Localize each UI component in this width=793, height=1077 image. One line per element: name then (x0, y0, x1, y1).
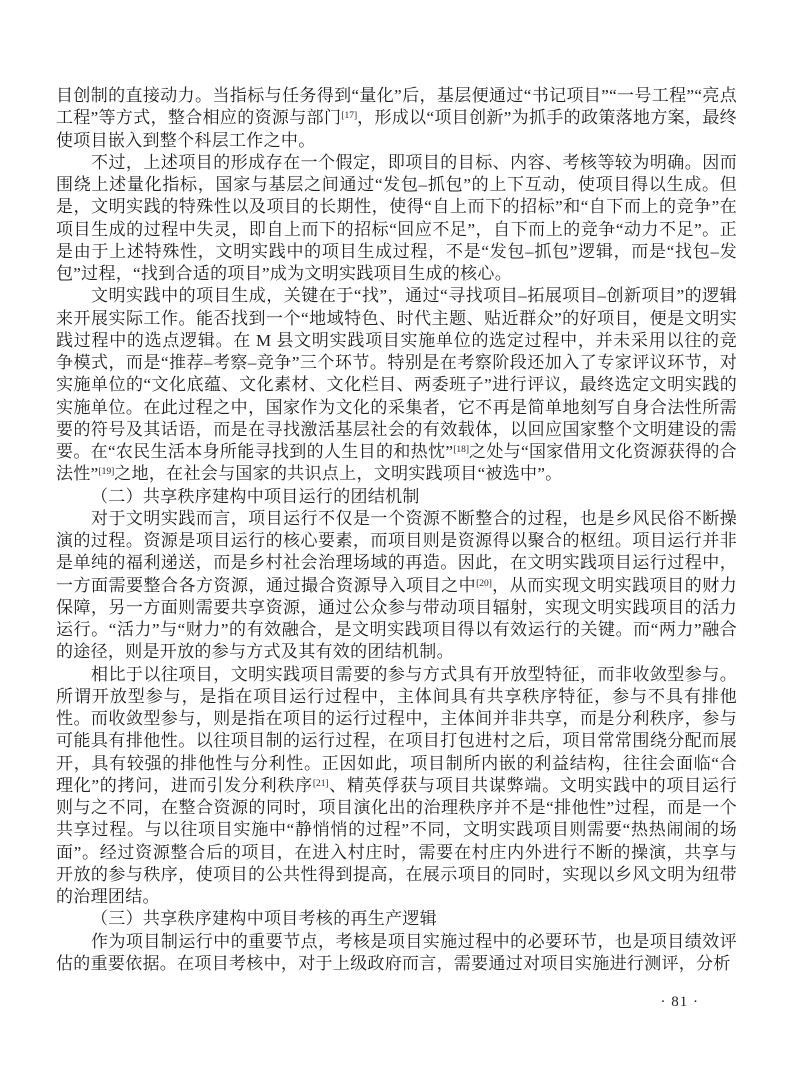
text-run: 之处与“国家借用文化资源获得的合法性” (56, 442, 737, 484)
page-number: · 81 · (660, 994, 699, 1010)
body-paragraph (56, 508, 737, 664)
text-run: 文明实践中的项目生成，关键在于“找”，通过“寻找项目–拓展项目–创新项目”的逻辑来开展实际工作。能否找到一个“地域特色、时代主题、贴近群众”的好项目，便是文明实践过程中的选点逻辑。在 M 县文明实践项目实施单位的选定过程中，并未采用以往的竞争模式，而是“推荐–考察–竞争”三个环节。特别是在考察阶段还加入了专家评议环节，对实施单位的“文化底蕴、文化素材、文化栏目、两委班子”进行评议，最终选定文明实践的实施单位。在此过程之中，国家作为文化的采集者，它不再是简单地刻写自身合法性所需要的符号及其话语，而是在寻找激活基层社会的有效载体，以回应国家整个文明建设的需要。在“农民生活本身所能寻找到的人生目的和热忱” (56, 286, 737, 461)
text-run: 之地，在社会与国家的共识点上，文明实践项目“被选中”。 (114, 464, 563, 484)
document-body (56, 85, 737, 975)
footnote-ref: [20] (476, 578, 492, 589)
text-run: ，从而实现文明实践项目的财力保障，另一方面则需要共享资源，通过公众参与带动项目辐射，实现文明实践项目的活力运行。“活力”与“财力”的有效融合，是文明实践项目得以有效运行的关键。而“两力”融合的途径，则是开放的参与方式及其有效的团结机制。 (56, 575, 737, 662)
text-run: ，形成以“项目创新”为抓手的政策落地方案，最终使项目嵌入到整个科层工作之中。 (56, 108, 737, 150)
section-heading (56, 486, 737, 508)
text-run: （二）共享秩序建构中项目运行的团结机制 (91, 486, 420, 506)
text-run: 作为项目制运行中的重要节点，考核是项目实施过程中的必要环节，也是项目绩效评估的重要依据。在项目考核中，对于上级政府而言，需要通过对项目实施进行测评，分析 (56, 931, 737, 973)
body-paragraph (56, 152, 737, 286)
section-heading (56, 908, 737, 930)
text-run: 、精英俘获与项目共谋弊端。文明实践中的项目运行则与之不同，在整合资源的同时，项目演化出的治理秩序并不是“排他性”过程，而是一个共享过程。与以往项目实施中“静悄悄的过程”不同，文明实践项目则需要“热热闹闹的场面”。经过资源整合后的项目，在进入村庄时，需要在村庄内外进行不断的操演，共享与开放的参与秩序，使项目的公共性得到提高，在展示项目的同时，实现以乡风文明为纽带的治理团结。 (56, 775, 737, 906)
body-paragraph (56, 285, 737, 485)
footnote-ref: [19] (98, 467, 115, 478)
footnote-ref: [21] (312, 778, 329, 789)
body-paragraph (56, 664, 737, 909)
text-run: 对于文明实践而言，项目运行不仅是一个资源不断整合的过程，也是乡风民俗不断操演的过程。资源是项目运行的核心要素，而项目则是资源得以聚合的枢纽。项目运行并非是单纯的福利递送，而是乡村社会治理场域的再造。因此，在文明实践项目运行过程中，一方面需要整合各方资源，通过撮合资源导入项目之中 (56, 508, 737, 595)
body-paragraph (56, 931, 737, 976)
text-run: 目创制的直接动力。当指标与任务得到“量化”后，基层便通过“书记项目”“一号工程”“亮点工程”等方式，整合相应的资源与部门 (56, 86, 737, 128)
text-run: （三）共享秩序建构中项目考核的再生产逻辑 (91, 909, 437, 929)
footnote-ref: [18] (453, 445, 470, 455)
text-run: 不过，上述项目的形成存在一个假定，即项目的目标、内容、考核等较为明确。因而围绕上述量化指标，国家与基层之间通过“发包–抓包”的上下互动，使项目得以生成。但是，文明实践的特殊性以及项目的长期性，使得“自上而下的招标”和“自下而上的竞争”在项目生成的过程中失灵，即自上而下的招标“回应不足”，自下而上的竞争“动力不足”。正是由于上述特殊性，文明实践中的项目生成过程，不是“发包–抓包”逻辑，而是“找包–发包”过程，“找到合适的项目”成为文明实践项目生成的核心。 (56, 152, 737, 283)
text-run: 相比于以往项目，文明实践项目需要的参与方式具有开放型特征，而非收敛型参与。所谓开放型参与，是指在项目运行过程中，主体间具有共享秩序特征，参与不具有排他性。而收敛型参与，则是指在项目的运行过程中，主体间并非共享，而是分利秩序，参与可能具有排他性。以往项目制的运行过程，在项目打包进村之后，项目常常围绕分配而展开，具有较强的排他性与分利性。正因如此，项目制所内嵌的利益结构，往往会面临“合理化”的拷问，进而引发分利秩序 (56, 664, 737, 795)
body-paragraph (56, 85, 737, 152)
footnote-ref: [17] (341, 111, 358, 122)
